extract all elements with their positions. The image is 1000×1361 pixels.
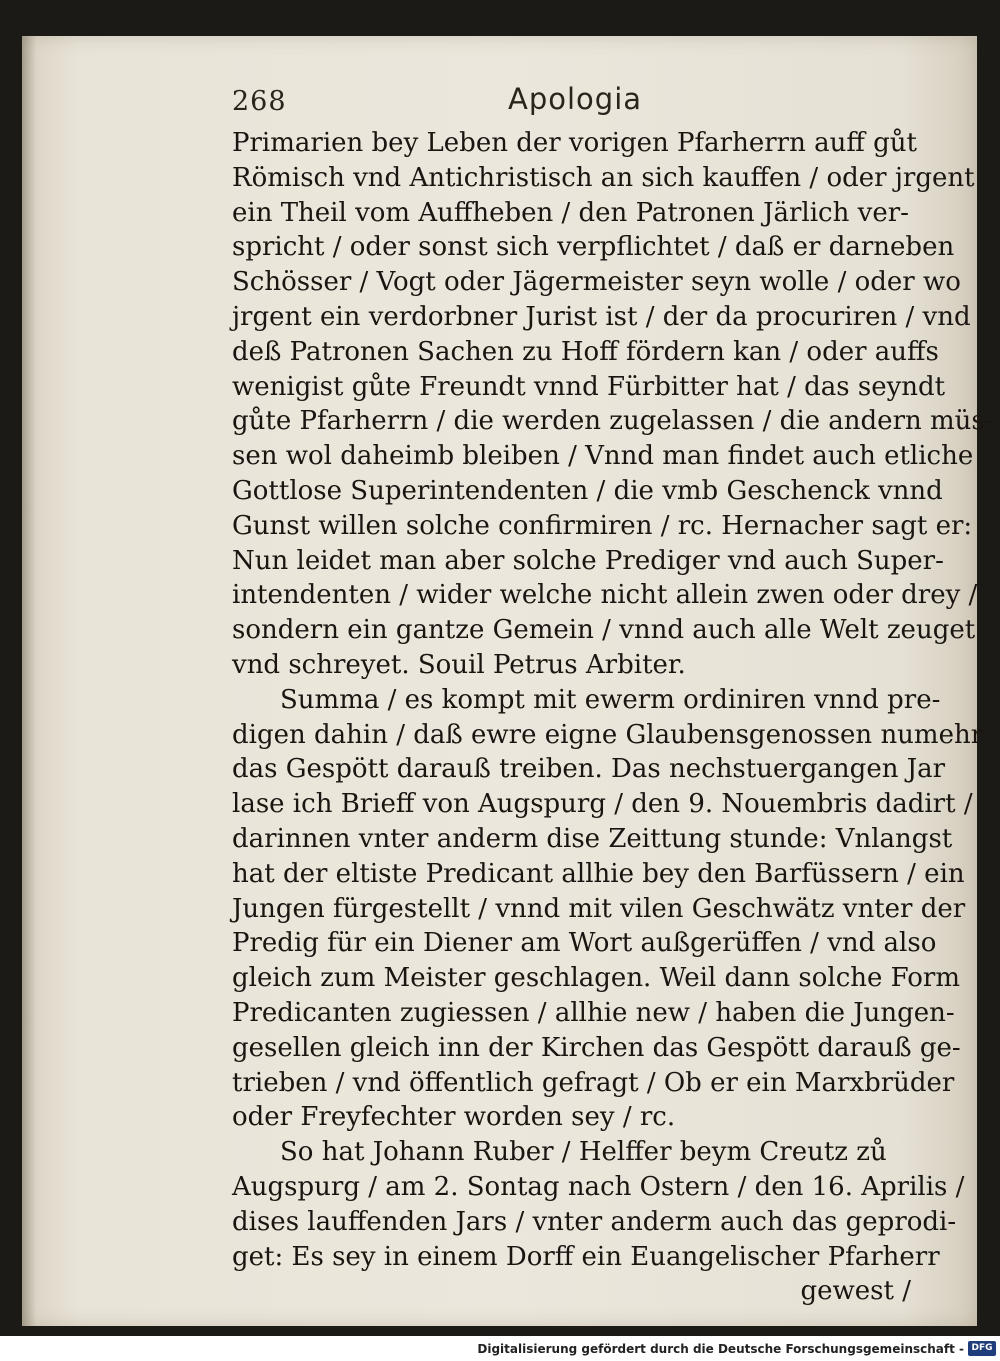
text-line: spricht / oder sonst sich verpflichtet / daß er darneben [232,232,955,263]
running-head [232,82,643,122]
text-line: gesellen gleich inn der Kirchen das Gespött darauß ge- [232,1032,961,1063]
text-line: get: Es sey in einem Dorff ein Euangelischer Pfarherr [232,1241,940,1272]
text-line: Gunst willen solche confirmiren / rc. Hernacher sagt er: [232,510,973,541]
text-line: gůte Pfarherrn / die werden zugelassen / die andern müs- [232,406,994,437]
text-line: jrgent ein verdorbner Jurist ist / der da procuriren / vnd [232,301,971,332]
text-line: das Gespött darauß treiben. Das nechstuergangen Jar [232,754,946,785]
text-line: sondern ein gantze Gemein / vnnd auch alle Welt zeuget [232,615,976,646]
page-number: 268 [232,86,287,117]
text-line: Nun leidet man aber solche Prediger vnd auch Super- [232,545,944,576]
paragraph-start-line: So hat Johann Ruber / Helffer beym Creutz zů [280,1137,887,1168]
text-line: Primarien bey Leben der vorigen Pfarherrn auff gůt [232,128,917,158]
text-line: intendenten / wider welche nicht allein zwen oder drey / [232,580,978,611]
text-line: darinnen vnter anderm dise Zeittung stunde: Vnlangst [232,823,953,854]
text-line: gleich zum Meister geschlagen. Weil dann solche Form [232,963,960,994]
text-line: wenigist gůte Freundt vnnd Fürbitter hat / das seyndt [232,371,946,402]
text-line: vnd schreyet. Souil Petrus Arbiter. [232,649,686,680]
dfg-logo[interactable]: DFG [968,1341,996,1356]
footer-bar [0,1336,1000,1361]
text-line: Römisch vnd Antichristisch an sich kauffen / oder jrgent [232,162,975,193]
text-line: deß Patronen Sachen zu Hoff fördern kan / oder auffs [232,336,939,367]
text-line: Gottlose Superintendenten / die vmb Geschenck vnnd [232,475,943,506]
text-line: trieben / vnd öffentlich gefragt / Ob er ein Marxbrüder [232,1067,955,1098]
text-line: digen dahin / daß ewre eigne Glaubensgenossen numehr [232,719,984,750]
text-line: oder Freyfechter worden sey / rc. [232,1102,676,1133]
text-line: sen wol daheimb bleiben / Vnnd man findet auch etliche [232,441,974,472]
paragraph-start-line: Summa / es kompt mit ewerm ordiniren vnnd pre- [280,684,941,715]
text-line: Predicanten zugiessen / allhie new / haben die Jungen- [232,997,955,1028]
text-line: Schösser / Vogt oder Jägermeister seyn wolle / oder wo [232,267,961,298]
running-title: Apologia [508,82,643,116]
text-line: dises lauffenden Jars / vnter anderm auch das geprodi- [232,1206,957,1237]
text-line: ein Theil vom Auffheben / den Patronen Järlich ver- [232,197,909,228]
text-line: lase ich Brieff von Augspurg / den 9. Nouembris dadirt / [232,789,973,820]
body-text [232,126,994,1309]
catchword: gewest / [800,1276,911,1307]
text-line: Jungen fürgestellt / vnnd mit vilen Geschwätz vnter der [232,893,966,924]
text-line: hat der eltiste Predicant allhie bey den Barfüssern / ein [232,858,965,889]
text-line: Predig für ein Diener am Wort außgerüffen / vnd also [232,928,937,959]
text-line: Augspurg / am 2. Sontag nach Ostern / den 16. Aprilis / [232,1171,965,1202]
page-gutter-shadow [22,36,36,1326]
funding-credit: Digitalisierung gefördert durch die Deutsche Forschungsgemeinschaft - [477,1342,964,1356]
